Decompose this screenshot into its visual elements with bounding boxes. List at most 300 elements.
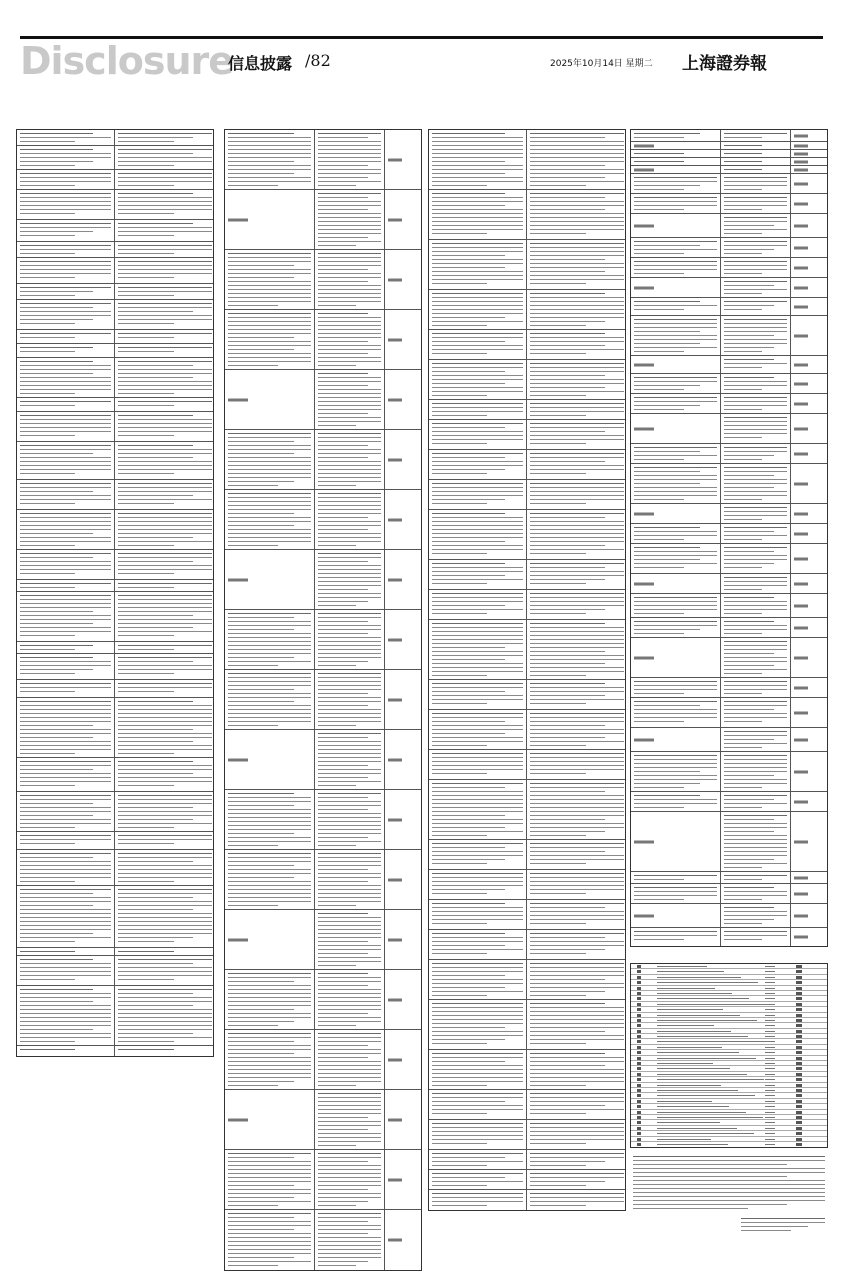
table-cell [17,358,115,397]
table-cell [721,464,791,503]
text-line [530,423,624,424]
text-line [228,469,311,470]
text-block [318,733,381,786]
text-line [724,799,774,800]
text-line [724,563,774,564]
table-row [631,356,827,374]
text-line [118,687,212,688]
text-line [432,439,523,440]
text-line [318,1193,381,1194]
text-line [318,397,381,398]
text-line [228,653,311,654]
table-cell [631,464,721,503]
item-title [657,1139,711,1140]
text-line [118,877,212,878]
text-line [318,265,381,266]
item-flag [796,976,802,979]
table-cell [385,490,423,549]
text-line [228,901,311,902]
table-cell [527,130,627,189]
table-cell [315,1210,385,1270]
table-cell [791,444,829,463]
text-line [724,713,787,714]
text-line [20,369,111,370]
table-cell [17,956,115,985]
table-cell [791,142,829,149]
table-cell [315,790,385,849]
text-line [318,1137,381,1138]
text-line [432,517,523,518]
text-line [20,951,75,952]
text-line [118,161,212,162]
item-number [637,1073,641,1076]
text-line [118,989,212,990]
text-line [228,157,311,158]
text-line [530,1007,624,1008]
text-line [318,401,381,402]
text-line [432,435,523,436]
text-line [20,1049,75,1050]
text-line [432,1161,523,1162]
text-line [20,537,111,538]
text-line [724,499,762,500]
text-line [20,669,93,670]
text-line [118,307,212,308]
text-line [318,581,381,582]
table-cell [17,510,115,549]
text-line [118,557,212,558]
text-line [530,205,624,206]
text-line [228,445,311,446]
text-line [530,1065,605,1066]
table-cell [17,398,115,411]
text-line [318,537,381,538]
text-line [118,427,212,428]
table-cell [429,450,527,479]
text-line [20,269,111,270]
table-row [17,550,213,580]
text-line [20,449,111,450]
item-flag [796,992,802,995]
text-line [318,197,368,198]
text-line [724,899,762,900]
text-line [318,433,381,434]
text-block [530,683,624,706]
text-line [432,729,523,730]
text-line [432,499,505,500]
text-line [20,595,111,596]
text-line [432,601,523,602]
text-line [318,321,381,322]
text-line [432,667,523,668]
text-line [118,975,212,976]
text-line [724,363,787,364]
text-line [20,865,111,866]
table-cell [17,550,115,579]
table-cell [315,370,385,429]
text-line [228,617,294,618]
text-line [318,285,381,286]
text-line [724,185,787,186]
row-heading [634,582,654,585]
text-line [724,735,787,736]
row-note [388,938,402,941]
text-block [530,933,624,956]
item-number [637,976,641,979]
table-row [631,638,827,678]
text-line [20,453,93,454]
column-1 [16,129,214,1241]
text-line [634,185,700,186]
text-line [530,1143,586,1144]
text-block [634,261,717,274]
table-row [631,928,827,946]
text-line [318,161,381,162]
text-line [724,305,774,306]
text-line [318,781,381,782]
text-line [724,309,762,310]
text-line [530,953,586,954]
text-line [432,309,523,310]
text-line [228,645,311,646]
text-line [118,323,174,324]
text-line [20,803,93,804]
text-line [530,827,624,828]
item-title [657,977,741,978]
text-line [432,923,487,924]
text-block [724,241,787,254]
text-block [634,377,717,390]
text-line [318,465,381,466]
text-line [20,197,111,198]
text-line [318,361,381,362]
row-heading [228,938,248,941]
text-line [20,611,93,612]
text-line [432,1165,487,1166]
text-line [634,601,717,602]
text-line [318,1125,381,1126]
table-row [429,710,625,750]
text-line [20,979,75,980]
text-line [118,627,193,628]
text-line [724,923,762,924]
text-line [318,605,356,606]
text-line [530,1057,624,1058]
text-line [20,529,111,530]
text-line [724,483,787,484]
item-title [657,1112,746,1113]
item-flag [796,1111,802,1114]
text-line [318,205,381,206]
text-line [634,483,700,484]
table-cell [429,620,527,679]
text-block [432,1153,523,1166]
text-line [530,317,624,318]
text-line [318,917,381,918]
text-line [118,893,212,894]
text-line [318,317,381,318]
text-line [118,781,212,782]
text-line [118,277,174,278]
text-line [432,503,487,504]
text-line [634,339,717,340]
text-line [432,915,523,916]
text-line [318,1053,381,1054]
text-line [634,209,684,210]
text-block [20,303,111,326]
item-status [765,1090,775,1091]
text-line [432,757,523,758]
item-flag [796,987,802,990]
text-line [432,221,523,222]
text-block [228,253,311,306]
item-title [657,1144,728,1145]
text-line [228,513,294,514]
text-line [530,267,624,268]
table-cell [385,730,423,789]
text-line [530,533,624,534]
table-row [17,510,213,550]
text-line [20,389,111,390]
text-line [118,253,174,254]
item-flag [796,970,802,973]
table-cell [115,792,215,831]
text-block [724,507,787,520]
table-cell [385,190,423,249]
column-4 [630,129,828,1241]
table-cell [17,242,115,257]
text-line [20,893,93,894]
text-line [318,761,381,762]
item-number [637,1003,641,1006]
text-line [228,1185,294,1186]
text-line [228,1217,294,1218]
table-cell [225,550,315,609]
text-block [118,683,212,694]
table-cell [527,710,627,749]
text-line [530,407,624,408]
text-line [228,145,311,146]
text-line [634,547,700,548]
text-line [724,269,787,270]
text-line [432,877,523,878]
text-block [530,1153,624,1166]
text-line [634,759,717,760]
text-line [530,1003,605,1004]
text-line [118,1029,212,1030]
text-line [432,457,505,458]
text-line [432,843,523,844]
text-line [530,873,624,874]
text-line [118,503,174,504]
text-line [724,479,787,480]
text-line [118,913,212,914]
table-cell [429,130,527,189]
table-cell [17,146,115,169]
text-line [118,513,212,514]
text-line [318,929,381,930]
text-line [530,593,624,594]
text-block [432,563,523,586]
text-line [118,799,212,800]
text-line [318,805,381,806]
text-block [530,1193,624,1207]
text-block [118,951,212,952]
text-line [724,665,774,666]
text-line [432,1027,505,1028]
text-line [432,1081,523,1082]
text-line [634,245,700,246]
text-line [432,991,523,992]
text-line [530,631,624,632]
text-line [318,341,368,342]
text-line [318,773,381,774]
text-line [20,173,111,174]
text-line [228,497,311,498]
text-line [118,901,212,902]
text-line [530,995,586,996]
text-line [432,1069,523,1070]
text-line [318,333,381,334]
text-line [432,1011,523,1012]
text-line [318,437,381,438]
text-line [318,1197,381,1198]
table-cell [385,250,423,309]
text-line [318,445,368,446]
text-block [318,673,381,726]
text-line [724,851,787,852]
item-status [765,1068,775,1069]
item-number [637,1024,641,1027]
text-line [228,337,294,338]
text-line [20,393,75,394]
table-row [225,1030,421,1090]
text-line [318,901,381,902]
item-number [637,997,641,1000]
text-block [432,293,523,326]
text-line [228,349,294,350]
text-line [432,259,523,260]
text-line [724,177,787,178]
text-line [318,1181,381,1182]
row-note [388,458,402,461]
text-block [318,1093,381,1146]
table-cell [429,560,527,589]
text-line [118,361,212,362]
text-line [530,655,624,656]
text-line [118,967,212,968]
text-line [432,713,523,714]
text-line [118,319,212,320]
text-line [228,253,311,254]
text-block [634,701,717,724]
text-line [20,181,111,182]
text-line [432,149,523,150]
text-block [724,621,787,634]
text-line [20,185,75,186]
text-line [634,181,717,182]
text-line [530,847,624,848]
text-line [318,1057,368,1058]
text-line [530,987,624,988]
text-line [634,693,684,694]
table-cell [791,464,829,503]
text-line [118,661,193,662]
text-line [432,173,505,174]
text-line [432,541,505,542]
text-line [318,617,381,618]
text-line [432,461,523,462]
dateline: 2025年10月14日 星期二 [550,59,653,69]
text-line [318,641,381,642]
text-block [318,1213,381,1267]
text-line [228,1001,311,1002]
text-block [530,903,624,926]
table-cell [631,544,721,573]
text-line [228,301,311,302]
text-line [118,419,212,420]
row-heading [634,656,654,659]
text-line [118,529,212,530]
text-line [228,321,311,322]
text-block [432,483,523,506]
text-block [724,931,787,943]
text-line [318,997,381,998]
text-line [530,279,624,280]
text-line [530,1193,624,1194]
text-line [318,1101,381,1102]
text-line [228,693,311,694]
table-row [631,298,827,316]
table-cell [721,444,791,463]
text-line [318,957,381,958]
text-line [318,573,381,574]
item-flag [796,965,802,968]
text-line [634,205,717,206]
text-line [432,387,523,388]
text-line [118,153,193,154]
table-cell [115,412,215,441]
text-line [724,409,762,410]
table-cell [385,1210,423,1270]
text-line [634,253,684,254]
text-block [118,889,212,944]
text-line [724,209,762,210]
row-note [388,1058,402,1061]
text-block [20,951,111,952]
row-note [388,698,402,701]
table-cell [429,590,527,619]
text-block [634,597,717,614]
text-line [530,193,624,194]
text-line [633,1156,825,1157]
item-status [765,1052,775,1053]
text-line [724,779,787,780]
text-block [530,133,624,186]
text-line [432,1105,523,1106]
table-row [17,284,213,300]
text-block [20,1049,111,1053]
row-note [388,878,402,881]
text-line [318,565,381,566]
text-line [432,1123,523,1124]
text-block [228,133,311,186]
text-line [634,701,717,702]
text-line [228,277,294,278]
table-cell [115,284,215,299]
table-cell [527,780,627,839]
text-line [432,881,523,882]
